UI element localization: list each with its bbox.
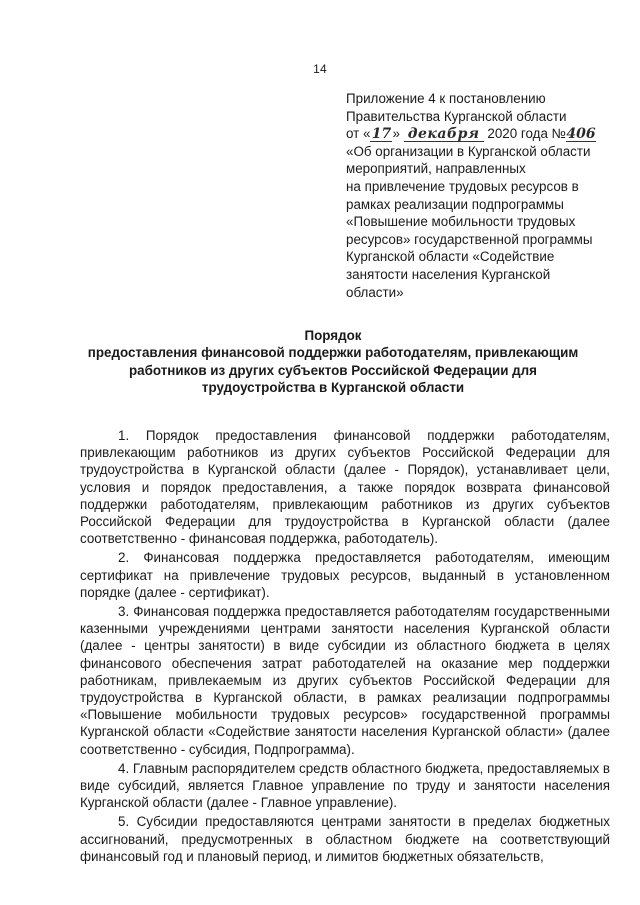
appendix-line-11: занятости населения Курганской bbox=[346, 266, 551, 282]
appendix-line-4: «Об организации в Курганской области bbox=[346, 143, 591, 159]
appendix-line-5: мероприятий, направленных bbox=[346, 161, 526, 177]
appendix-line-8: «Повышение мобильности трудовых bbox=[346, 214, 576, 230]
appendix-line-10: Курганской области «Содействие bbox=[346, 249, 555, 265]
paragraph-2: 2. Финансовая поддержка предоставляется работодателям, имеющим сертификат на привлечение трудовых ресурсов, выданный в установленном порядке (далее - сертификат). bbox=[80, 550, 610, 600]
title-line-1: Порядок bbox=[304, 328, 362, 343]
paragraph-4: 4. Главным распорядителем средств областного бюджета, предоставляемых в виде субсидий, является Главное управление по труду и занятости населения Курганской области (далее - Главное управление). bbox=[80, 760, 610, 811]
handwritten-month: декабря bbox=[404, 127, 484, 142]
appendix-date-line bbox=[346, 125, 610, 143]
appendix-line-12: области» bbox=[346, 284, 404, 300]
handwritten-doc-number: 406 bbox=[566, 126, 596, 143]
document-body bbox=[80, 427, 610, 865]
date-prefix: от « bbox=[346, 126, 371, 142]
date-year: 2020 года № bbox=[487, 126, 566, 142]
appendix-line-6: на привлечение трудовых ресурсов в bbox=[346, 178, 579, 194]
date-mid: » bbox=[392, 126, 400, 142]
appendix-line-2: Правительства Курганской области bbox=[346, 108, 567, 124]
appendix-line-1: Приложение 4 к постановлению bbox=[346, 91, 546, 106]
paragraph-3: 3. Финансовая поддержка предоставляется работодателям государственными казенными учреждениями центрами занятости населения Курганской области (далее - центры занятости) в виде субсидии из областного бюджета в целях финансового обеспечения затрат работодателей на оказание мер поддержки работникам, привлекаемым из других субъектов Российской Федерации для трудоустройства в Курганской области, в рамках реализации подпрограммы «Повышение мобильности трудовых ресурсов» государственной программы Курганской области «Содействие занятости населения Курганской области» (далее соответственно - субсидия, Подпрограмма). bbox=[80, 604, 610, 757]
title-line-4: трудоустройства в Курганской области bbox=[201, 380, 465, 396]
paragraph-1: 1. Порядок предоставления финансовой поддержки работодателям, привлекающим работников из других субъектов Российской Федерации для трудоустройства в Курганской области (далее - Порядок), устанавливает цели, условия и порядок предоставления, а также порядок возврата финансовой поддержки работодателям, привлекающим работников из других субъектов Российской Федерации для трудоустройства в Курганской области (далее соответственно - финансовая поддержка, работодатель). bbox=[80, 428, 610, 547]
title-line-2: предоставления финансовой поддержки работодателям, привлекающим bbox=[87, 345, 579, 361]
appendix-line-7: рамках реализации подпрограммы bbox=[346, 196, 564, 212]
appendix-header bbox=[346, 90, 610, 301]
document-title bbox=[40, 327, 626, 397]
handwritten-day: 17 bbox=[371, 126, 392, 143]
paragraph-5: 5. Субсидии предоставляются центрами занятости в пределах бюджетных ассигнований, предусмотренных в областном бюджете на соответствующий финансовый год и плановый период, и лимитов бюджетных обязательств, bbox=[80, 814, 610, 864]
appendix-line-9: ресурсов» государственной программы bbox=[346, 231, 593, 247]
page-number: 14 bbox=[313, 62, 327, 76]
title-line-3: работников из других субъектов Российской Федерации для bbox=[129, 362, 537, 378]
